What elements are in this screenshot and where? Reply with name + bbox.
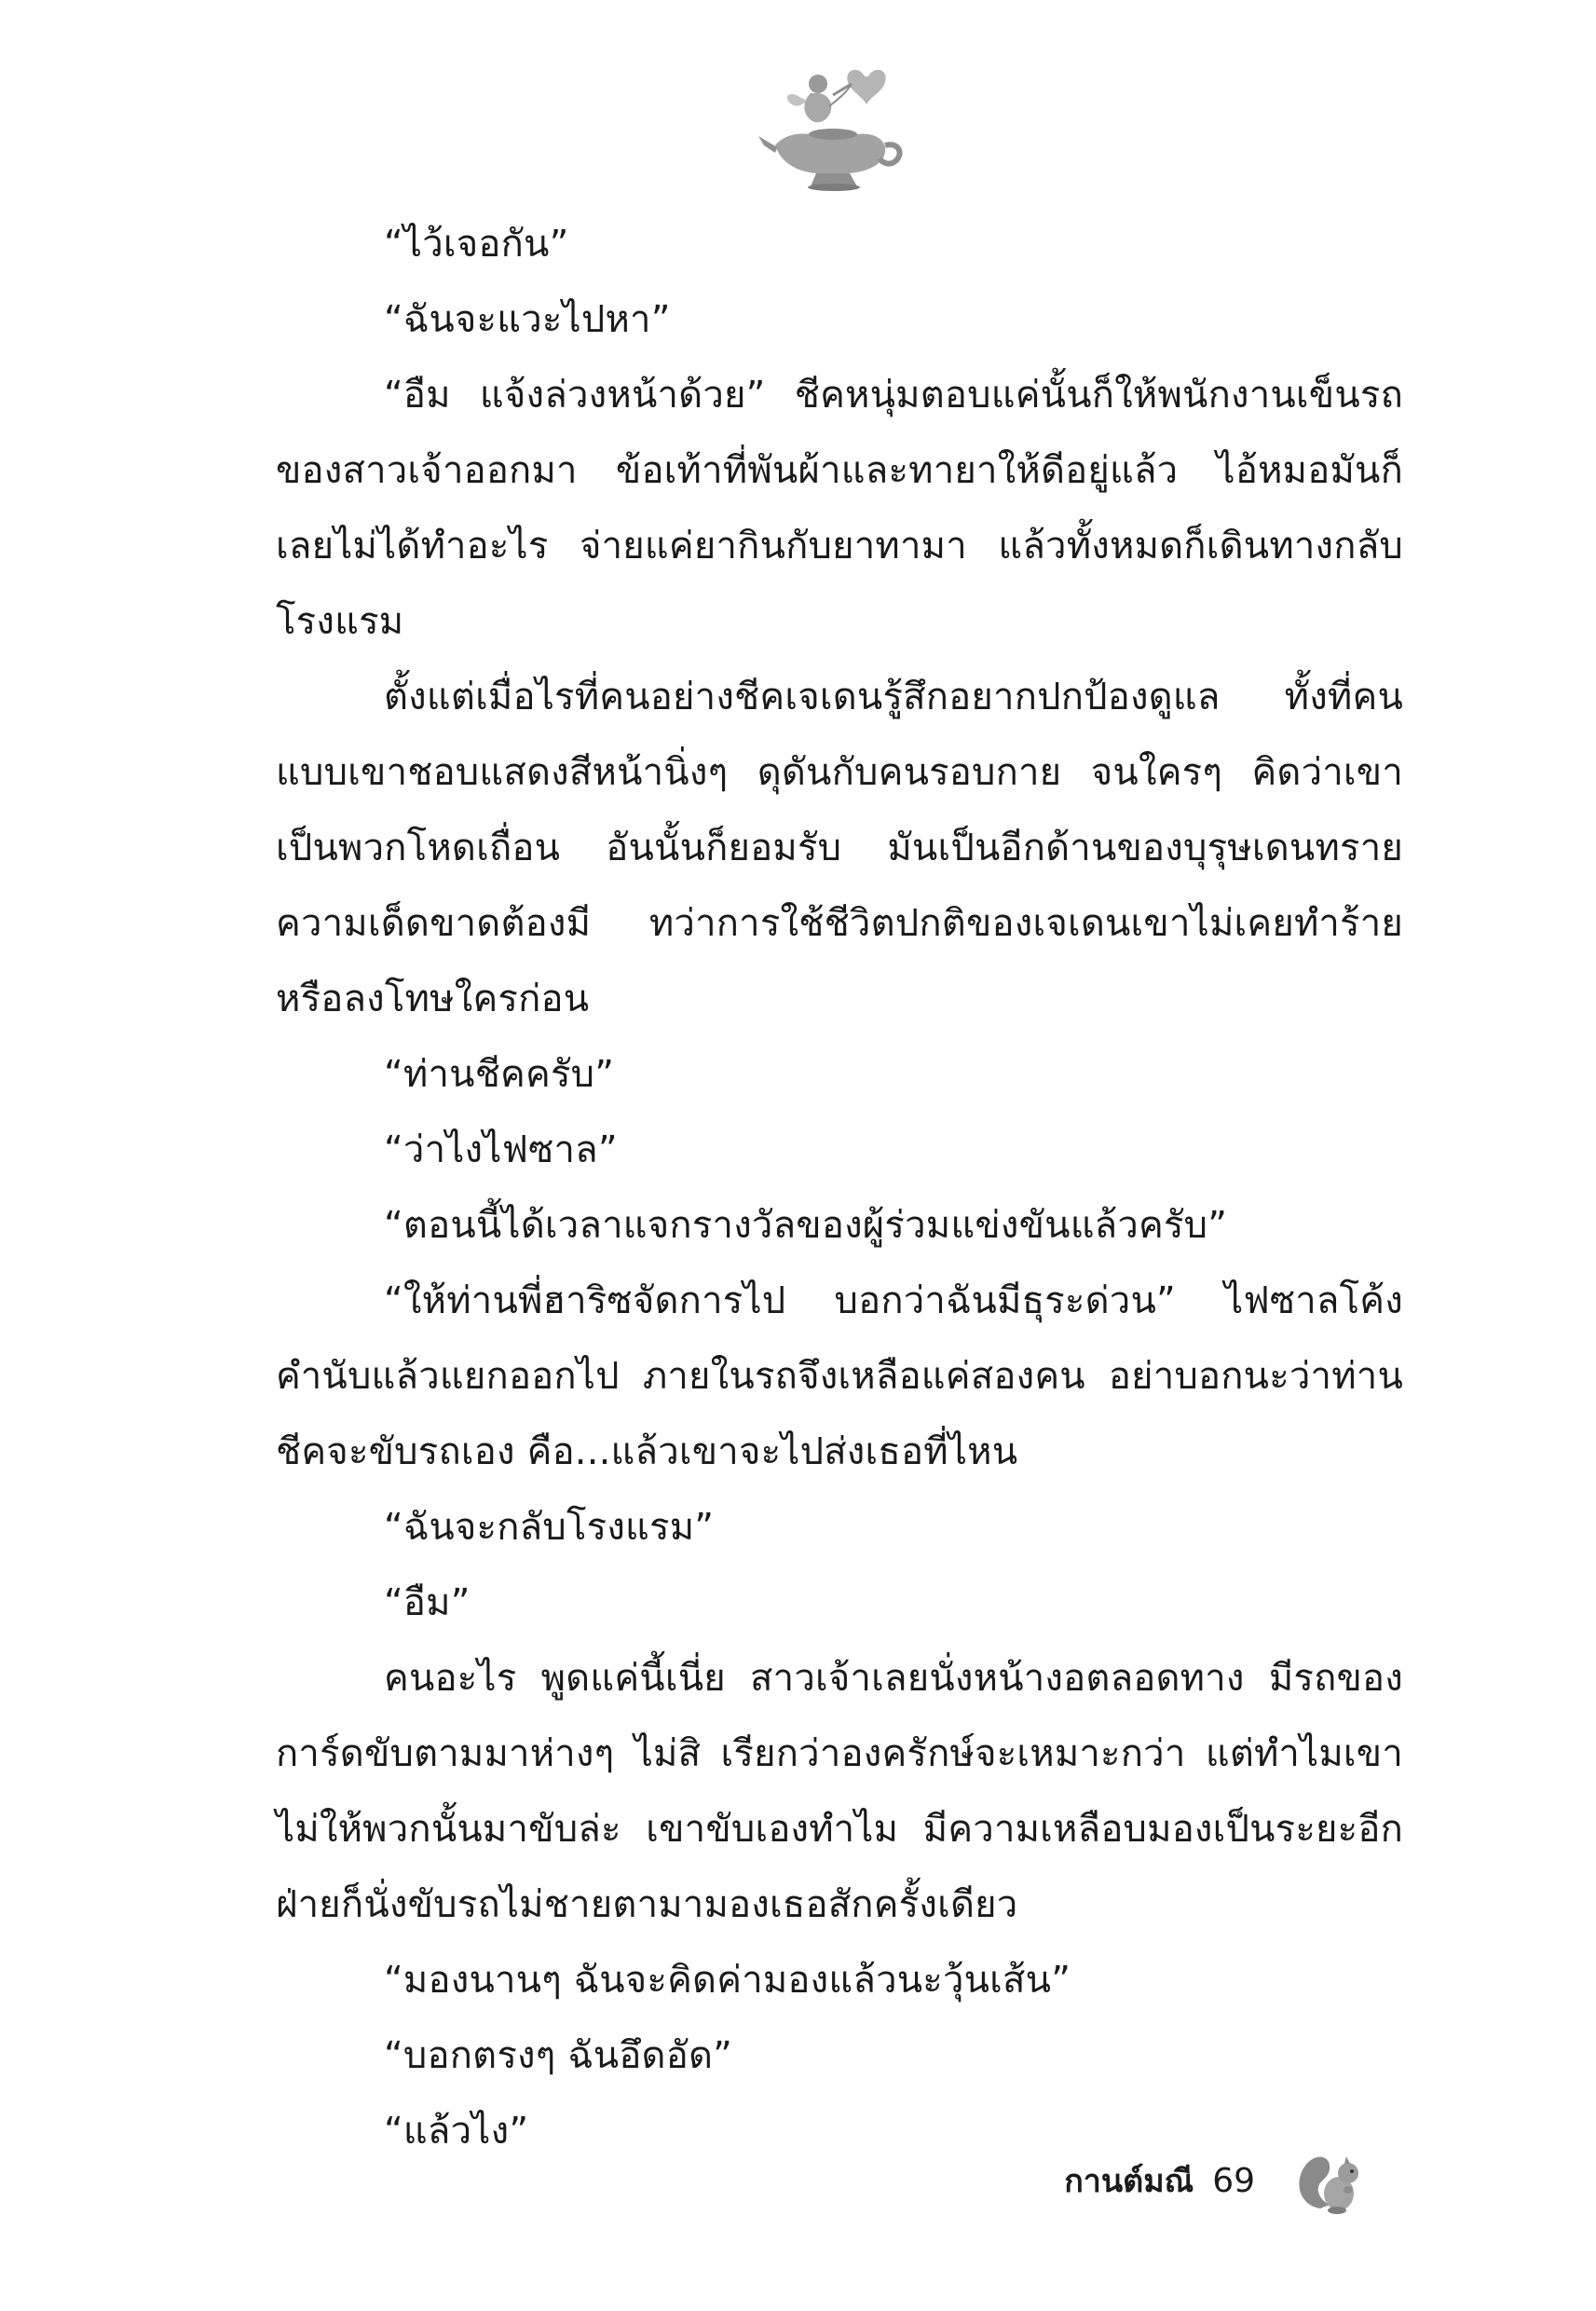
squirrel-icon <box>1292 2143 1367 2218</box>
paragraph: “มองนานๆ ฉันจะคิดค่ามองแล้วนะวุ้นเส้น” <box>384 1959 1071 2002</box>
paragraph: “ให้ท่านพี่ฮาริซจัดการไป บอกว่าฉันมีธุระด่วน” ไฟซาลโค้งคำนับแล้วแยกออกไป ภายในรถจึงเหลือแค่สองคน อย่าบอกนะว่าท่านชีคจะขับรถเอง คือ...แล้วเขาจะไปส่งเธอที่ไหน <box>276 1279 1403 1473</box>
paragraph: “ตอนนี้ได้เวลาแจกรางวัลของผู้ร่วมแข่งขันแล้วครับ” <box>384 1204 1228 1247</box>
paragraph: ตั้งแต่เมื่อไรที่คนอย่างชีคเจเดนรู้สึกอยากปกป้องดูแล ทั้งที่คนแบบเขาชอบแสดงสีหน้านิ่งๆ ดุดันกับคนรอบกาย จนใครๆ คิดว่าเขาเป็นพวกโหดเถื่อน อันนั้นก็ยอมรับ มันเป็นอีกด้านของบุรุษเดนทรายความเด็ดขาดต้องมี ทว่าการใช้ชีวิตปกติของเจเดนเขาไม่เคยทำร้ายหรือลงโทษใครก่อน <box>276 676 1403 1020</box>
book-title: กานต์มณี <box>1064 2163 1194 2200</box>
paragraph: “ฉันจะแวะไปหา” <box>384 298 671 341</box>
paragraph: “ไว้เจอกัน” <box>384 223 569 266</box>
paragraph: “อืม” <box>384 1581 471 1624</box>
teapot-cupid-ornament-icon <box>755 56 913 196</box>
paragraph: “ท่านชีคครับ” <box>384 1053 615 1096</box>
page-number: 69 <box>1212 2161 1255 2200</box>
paragraph: คนอะไร พูดแค่นี้เนี่ย สาวเจ้าเลยนั่งหน้างอตลอดทาง มีรถของการ์ดขับตามมาห่างๆ ไม่สิ เรียกว่าองครักษ์จะเหมาะกว่า แต่ทำไมเขาไม่ให้พวกนั้นมาขับล่ะ เขาขับเองทำไม มีความเหลือบมองเป็นระยะอีกฝ่ายก็นั่งขับรถไม่ชายตามามองเธอสักครั้งเดียว <box>276 1657 1403 1926</box>
page-body <box>276 207 1403 2169</box>
paragraph: “บอกตรงๆ ฉันอึดอัด” <box>384 2034 733 2077</box>
paragraph: “แล้วไง” <box>384 2110 529 2153</box>
paragraph: “อืม แจ้งล่วงหน้าด้วย” ชีคหนุ่มตอบแค่นั้นก็ให้พนักงานเข็นรถของสาวเจ้าออกมา ข้อเท้าที่พันผ้าและทายาให้ดีอยู่แล้ว ไอ้หมอมันก็เลยไม่ได้ทำอะไร จ่ายแค่ยากินกับยาทามา แล้วทั้งหมดก็เดินทางกลับโรงแรม <box>276 374 1403 643</box>
page-footer <box>1064 2143 1367 2218</box>
paragraph: “ฉันจะกลับโรงแรม” <box>384 1506 715 1549</box>
paragraph: “ว่าไงไฟซาล” <box>384 1128 618 1171</box>
